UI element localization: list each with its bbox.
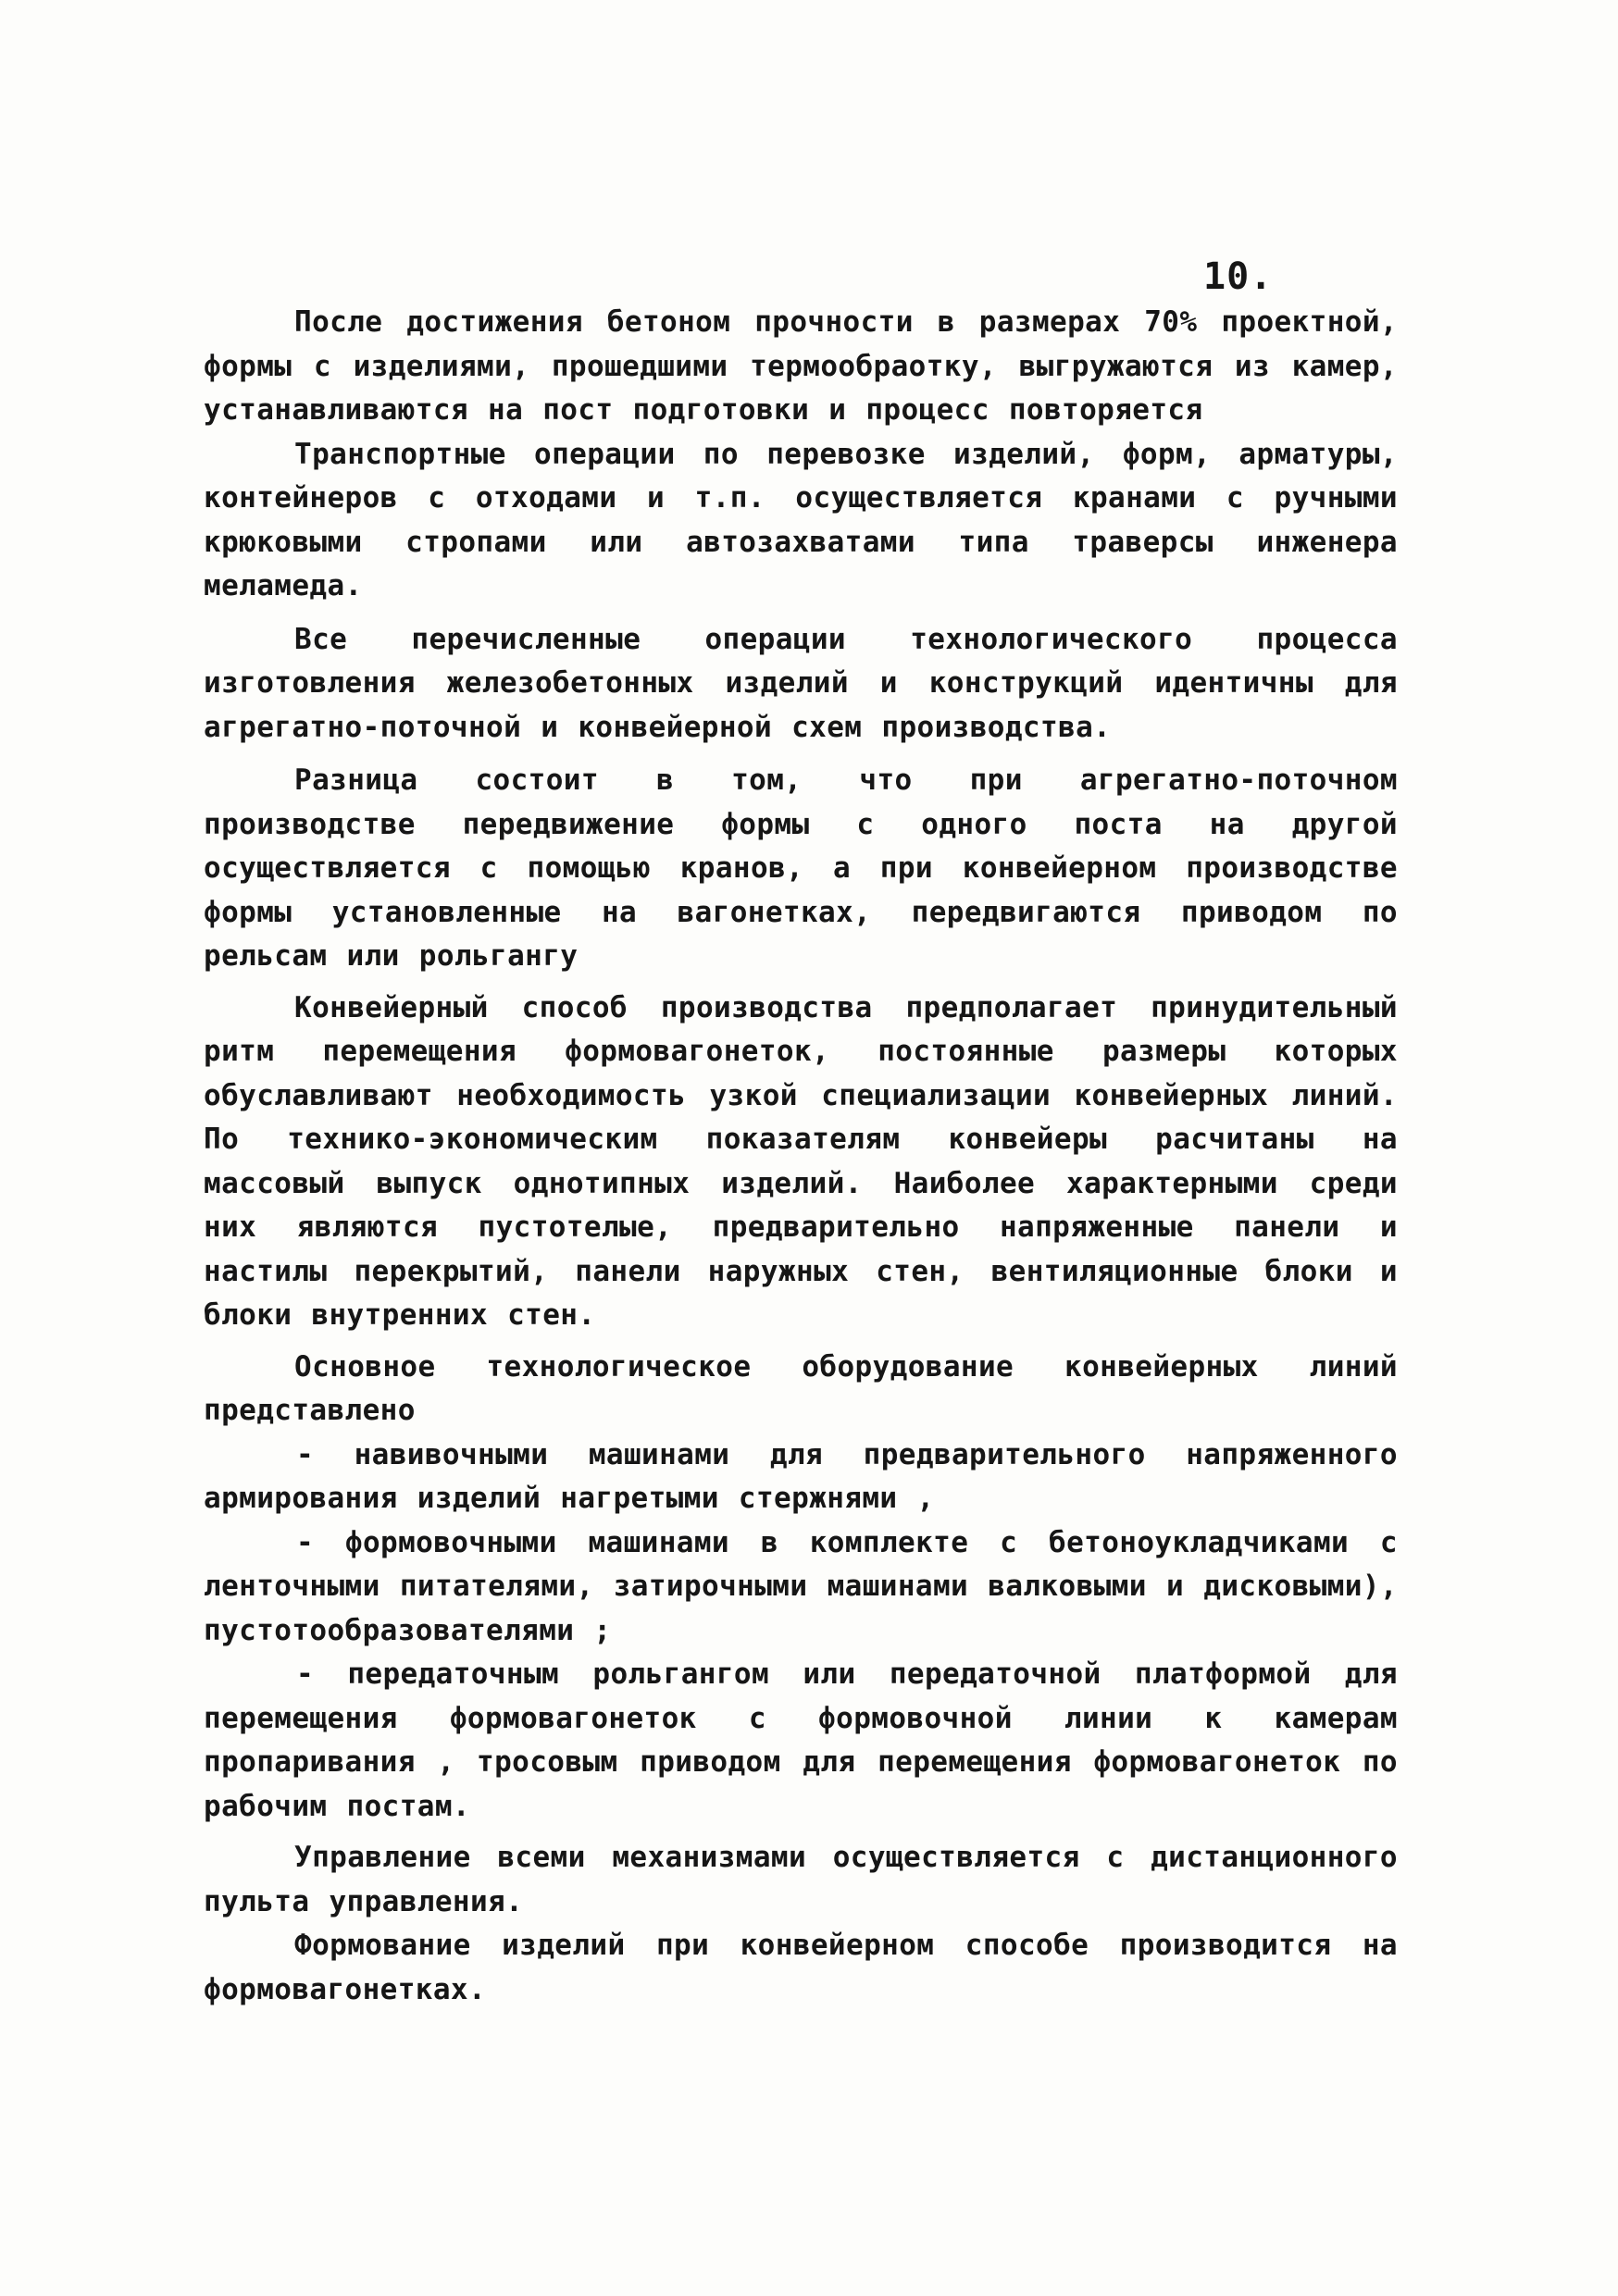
paragraph-concrete-strength: После достижения бетоном прочности в размерах 70% проектной, формы с изделиями, прошедшими термообраотку, выгружаются из камер, устанавливаются на пост подготовки и процесс повторяется — [204, 305, 1398, 427]
paragraph-conveyor-method: Конвейерный способ производства предполагает принудительный ритм перемещения формовагонеток, постоянные размеры которых обуславливают необходимость узкой специализации конвейерных линий. По технико-экономическим показателям конвейеры расчитаны на массовый выпуск однотипных изделий. Наиболее характерными среди них являются пустотелые, предварительно напряженные панели и настилы перекрытий, панели наружных стен, вентиляционные блоки и блоки внутренних стен. — [204, 990, 1398, 1332]
list-item-transfer-roller: - передаточным рольгангом или передаточной платформой для перемещения формовагонеток с формовочной линии к камерам пропаривания , тросовым приводом для перемещения формовагонеток по рабочим постам. — [204, 1657, 1398, 1823]
page-number: 10. — [1203, 255, 1274, 298]
paragraph-identical-operations: Все перечисленные операции технологического процесса изготовления железобетонных изделий и конструкций идентичны для агрегатно-поточной и конвейерной схем производства. — [204, 622, 1398, 744]
paragraph-transport-operations: Транспортные операции по перевозке изделий, форм, арматуры, контейнеров с отходами и т.п. осуществляется кранами с ручными крюковыми стропами или автозахватами типа траверсы инженера меламеда. — [204, 437, 1398, 602]
paragraph-main-equipment: Основное технологическое оборудование конвейерных линий представлено — [204, 1349, 1398, 1427]
paragraph-remote-control: Управление всеми механизмами осуществляется с дистанционного пульта управления. — [204, 1841, 1398, 1918]
paragraph-forming-on-carts: Формование изделий при конвейерном способе производится на формовагонетках. — [204, 1929, 1398, 2006]
body-text — [204, 301, 1398, 2012]
list-item-forming-machines: - формовочными машинами в комплекте с бетоноукладчиками с ленточными питателями, затирочными машинами валковыми и дисковыми), пустотообразователями ; — [204, 1525, 1398, 1647]
paragraph-difference: Разница состоит в том, что при агрегатно-поточном производстве передвижение формы с одного поста на другой осуществляется с помощью кранов, а при конвейерном производстве формы установленные на вагонетках, передвигаются приводом по рельсам или рольгангу — [204, 763, 1398, 973]
list-item-winding-machines: - навивочными машинами для предварительного напряженного армирования изделий нагретыми стержнями , — [204, 1437, 1398, 1515]
